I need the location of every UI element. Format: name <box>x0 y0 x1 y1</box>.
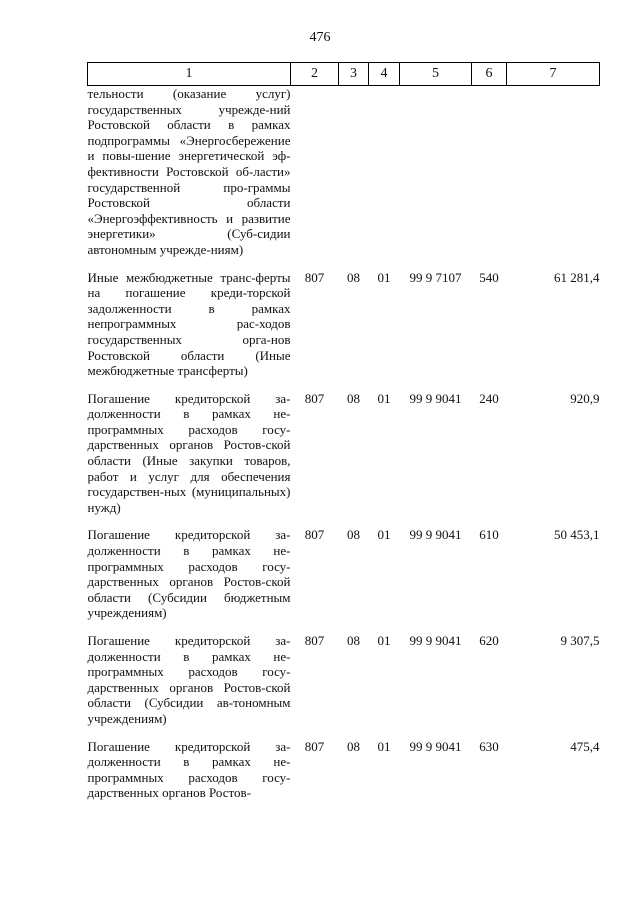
column-header-2: 2 <box>291 63 339 86</box>
row-section-code: 08 <box>347 527 360 543</box>
row-subsection-code: 01 <box>377 633 391 648</box>
row-expense-type: 620 <box>479 633 499 648</box>
row-subsection-code: 01 <box>377 390 391 406</box>
header-row <box>88 63 600 86</box>
row-target-article: 99 9 7107 <box>409 269 462 285</box>
row-ministry-code <box>291 86 339 266</box>
budget-table <box>87 62 600 809</box>
row-description: Погашение кредиторской за-долженности в рамках не-программных расходов госу-дарственных органов Ростов- <box>87 738 291 801</box>
row-ministry-code: 807 <box>304 738 325 754</box>
row-subsection-code: 01 <box>377 269 391 285</box>
column-header-1: 1 <box>88 63 291 86</box>
row-amount: 61 281,4 <box>554 269 600 285</box>
row-section-code: 08 <box>347 738 360 754</box>
row-subsection-code: 01 <box>377 738 391 754</box>
row-amount: 9 307,5 <box>560 633 600 648</box>
row-section-code: 08 <box>347 633 360 648</box>
row-section-code: 08 <box>347 390 360 406</box>
table-row <box>88 629 600 735</box>
row-amount <box>507 86 600 266</box>
row-subsection-code <box>369 86 400 266</box>
column-header-6: 6 <box>472 63 507 86</box>
table-row <box>88 266 600 387</box>
column-header-7: 7 <box>507 63 600 86</box>
row-target-article: 99 9 9041 <box>409 633 462 648</box>
row-expense-type: 630 <box>479 738 499 754</box>
row-target-article: 99 9 9041 <box>409 390 462 406</box>
row-target-article: 99 9 9041 <box>409 738 462 754</box>
row-description: тельности (оказание услуг) государственных учрежде-ний Ростовской области в рамках подпрограммы «Энергосбережение и повы-шение энергетической эф-фективности Ростовской об-ласти» государственной про-граммы Ростовской области «Энергоэффективность и развитие энергетики» (Суб-сидии автономным учрежде-ниям) <box>87 86 291 257</box>
page-number: 476 <box>309 30 331 45</box>
column-header-4: 4 <box>369 63 400 86</box>
table-row <box>88 735 600 809</box>
row-description: Погашение кредиторской за-долженности в рамках не-программных расходов госу-дарственных органов Ростов-ской области (Иные закупки товаров, работ и услуг для обеспечения государствен-ных (муниципальных) нужд) <box>87 390 291 515</box>
column-header-3: 3 <box>339 63 369 86</box>
table-row <box>88 86 600 266</box>
row-ministry-code: 807 <box>304 390 325 406</box>
row-ministry-code: 807 <box>304 527 325 543</box>
row-amount: 50 453,1 <box>554 527 600 543</box>
row-ministry-code: 807 <box>304 633 325 648</box>
row-expense-type: 540 <box>479 269 499 285</box>
row-description: Погашение кредиторской за-долженности в рамках не-программных расходов госу-дарственных органов Ростов-ской области (Субсидии бюджетным учреждениям) <box>87 527 291 621</box>
row-target-article: 99 9 9041 <box>409 527 462 543</box>
table-row <box>88 387 600 524</box>
row-expense-type: 610 <box>479 527 499 543</box>
row-target-article <box>400 86 472 266</box>
row-description: Погашение кредиторской за-долженности в рамках не-программных расходов госу-дарственных органов Ростов-ской области (Субсидии ав-тономным учреждениям) <box>87 633 291 726</box>
row-section-code: 08 <box>347 269 360 285</box>
row-description: Иные межбюджетные транс-ферты на погашение креди-торской задолженности в рамках непрограммных рас-ходов государственных орга-нов Ростовской области (Иные межбюджетные трансферты) <box>87 269 291 379</box>
table-row <box>88 523 600 629</box>
row-expense-type <box>472 86 507 266</box>
row-section-code <box>339 86 369 266</box>
row-amount: 920,9 <box>570 390 600 406</box>
row-expense-type: 240 <box>479 390 499 406</box>
row-subsection-code: 01 <box>377 527 391 543</box>
row-ministry-code: 807 <box>304 269 325 285</box>
column-header-5: 5 <box>400 63 472 86</box>
row-amount: 475,4 <box>570 738 600 754</box>
